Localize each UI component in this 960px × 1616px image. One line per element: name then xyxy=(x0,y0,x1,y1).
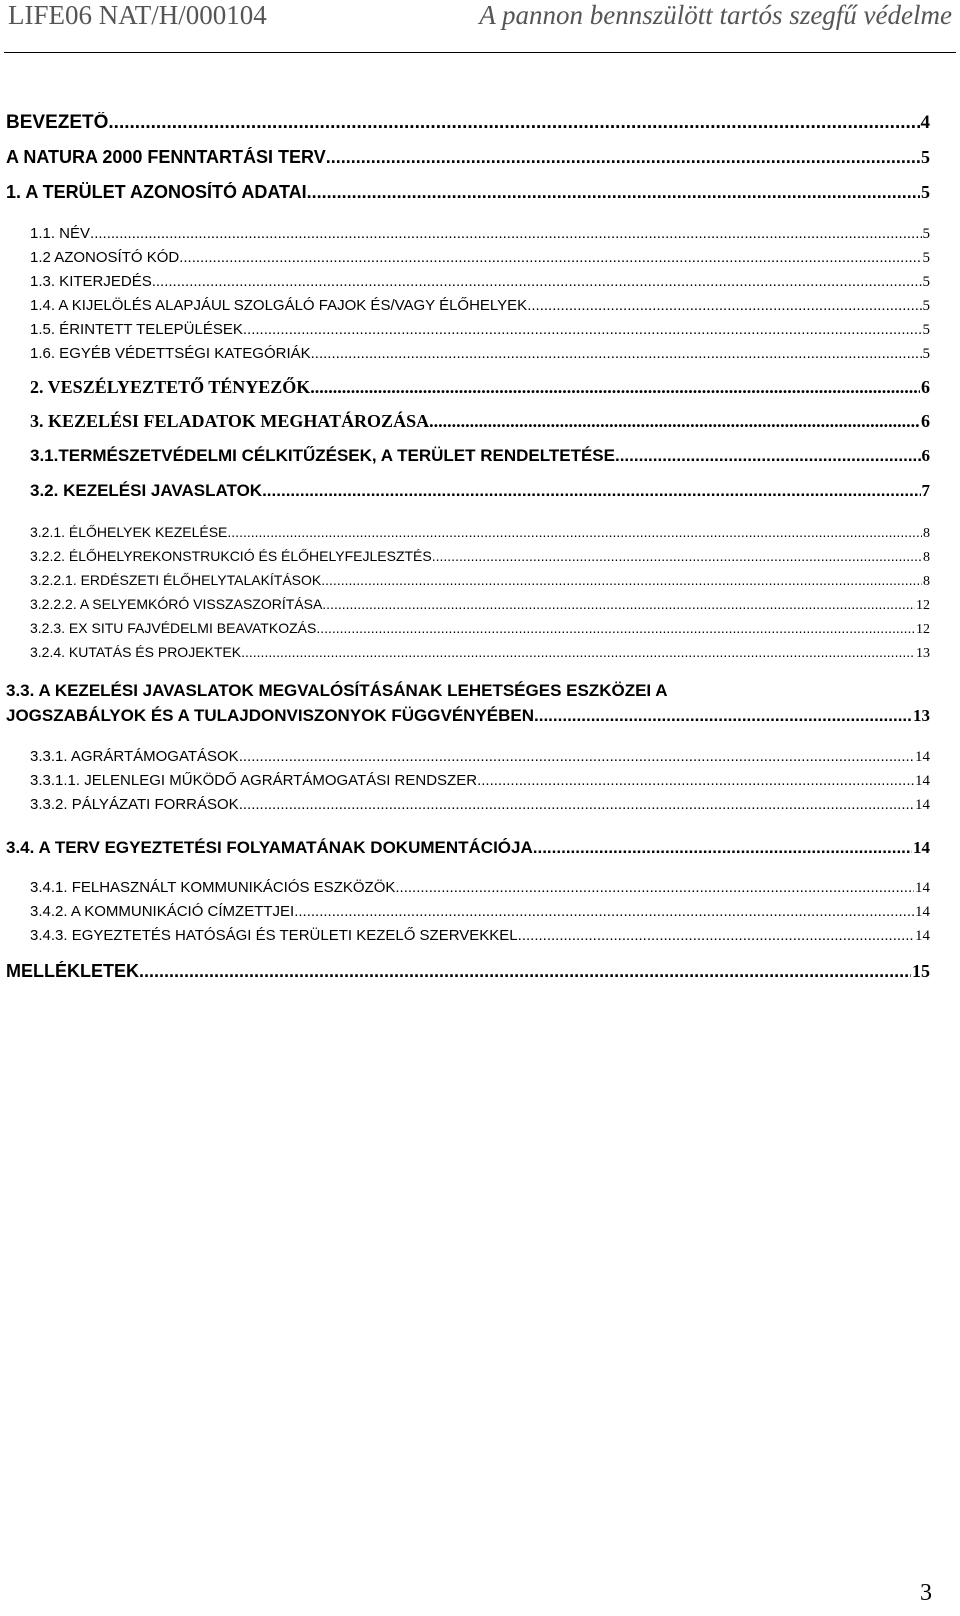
toc-entry[interactable]: 3.3.2. PÁLYÁZATI FORRÁSOK ..... 14 xyxy=(30,796,930,814)
toc-entry-line-1[interactable]: 3.3. A KEZELÉSI JAVASLATOK MEGVALÓSÍTÁSÁNAK LEHETSÉGES ESZKÖZEI A xyxy=(6,681,668,700)
page-number: 3 xyxy=(920,1580,932,1606)
toc-entry[interactable]: 3.2.3. EX SITU FAJVÉDELMI BEAVATKOZÁS ..... 12 xyxy=(30,620,930,638)
toc-entry[interactable]: 1.5. ÉRINTETT TELEPÜLÉSEK ..... 5 xyxy=(30,321,930,339)
toc-entry[interactable]: BEVEZETŐ ..... 4 xyxy=(6,112,930,134)
toc-entry[interactable]: 3.2.2.1. ERDÉSZETI ÉLŐHELYTALAKÍTÁSOK ..... 8 xyxy=(30,572,930,590)
toc-entry[interactable]: 3.2.1. ÉLŐHELYEK KEZELÉSE ..... 8 xyxy=(30,524,930,542)
toc-entry[interactable]: 1.4. A KIJELÖLÉS ALAPJÁUL SZOLGÁLÓ FAJOK ÉS/VAGY ÉLŐHELYEK ..... 5 xyxy=(30,297,930,315)
toc-entry[interactable]: 3.4.1. FELHASZNÁLT KOMMUNIKÁCIÓS ESZKÖZÖK ..... 14 xyxy=(30,879,930,897)
document-title: A pannon bennszülött tartós szegfű védelme xyxy=(479,0,952,30)
toc-entry[interactable]: 1.6. EGYÉB VÉDETTSÉGI KATEGÓRIÁK ..... 5 xyxy=(30,345,930,363)
toc-entry[interactable]: 3.4.3. EGYEZTETÉS HATÓSÁGI ÉS TERÜLETI KEZELŐ SZERVEKKEL ..... 14 xyxy=(30,927,930,945)
toc-entry[interactable]: MELLÉKLETEK ..... 15 xyxy=(6,961,930,982)
toc-entry[interactable]: 3.3.1. AGRÁRTÁMOGATÁSOK ..... 14 xyxy=(30,748,930,766)
toc-entry[interactable]: 1. A TERÜLET AZONOSÍTÓ ADATAI ..... 5 xyxy=(6,182,930,203)
toc-entry[interactable]: 1.1. NÉV ..... 5 xyxy=(30,225,930,243)
toc-entry[interactable]: 1.3. KITERJEDÉS ..... 5 xyxy=(30,273,930,291)
toc-entry[interactable]: 3.3.1.1. JELENLEGI MŰKÖDŐ AGRÁRTÁMOGATÁSI RENDSZER ..... 14 xyxy=(30,772,930,790)
toc-entry[interactable]: 1.2 AZONOSÍTÓ KÓD ..... 5 xyxy=(30,249,930,267)
project-code: LIFE06 NAT/H/000104 xyxy=(8,0,267,30)
toc-entry[interactable]: A NATURA 2000 FENNTARTÁSI TERV ..... 5 xyxy=(6,147,930,168)
toc-entry[interactable]: 3.1.TERMÉSZETVÉDELMI CÉLKITŰZÉSEK, A TERÜLET RENDELTETÉSE ..... 6 xyxy=(30,446,930,466)
toc-entry[interactable]: 3.4. A TERV EGYEZTETÉSI FOLYAMATÁNAK DOKUMENTÁCIÓJA ..... 14 xyxy=(6,838,930,858)
toc-entry[interactable]: 3.2. KEZELÉSI JAVASLATOK ..... 7 xyxy=(30,481,930,501)
toc-entry[interactable]: 3.4.2. A KOMMUNIKÁCIÓ CÍMZETTJEI ..... 14 xyxy=(30,903,930,921)
toc-entry[interactable]: 2. VESZÉLYEZTETŐ TÉNYEZŐK ..... 6 xyxy=(30,377,930,398)
toc-entry-line-2[interactable]: JOGSZABÁLYOK ÉS A TULAJDONVISZONYOK FÜGGVÉNYÉBEN ..... 13 xyxy=(6,706,930,726)
toc-entry[interactable]: 3. KEZELÉSI FELADATOK MEGHATÁROZÁSA ..... 6 xyxy=(30,411,930,432)
toc-entry[interactable]: 3.2.2.2. A SELYEMKÓRÓ VISSZASZORÍTÁSA ..... 12 xyxy=(30,596,930,614)
toc-entry[interactable]: 3.2.2. ÉLŐHELYREKONSTRUKCIÓ ÉS ÉLŐHELYFEJLESZTÉS ..... 8 xyxy=(30,548,930,566)
toc-entry[interactable]: 3.2.4. KUTATÁS ÉS PROJEKTEK ..... 13 xyxy=(30,644,930,662)
